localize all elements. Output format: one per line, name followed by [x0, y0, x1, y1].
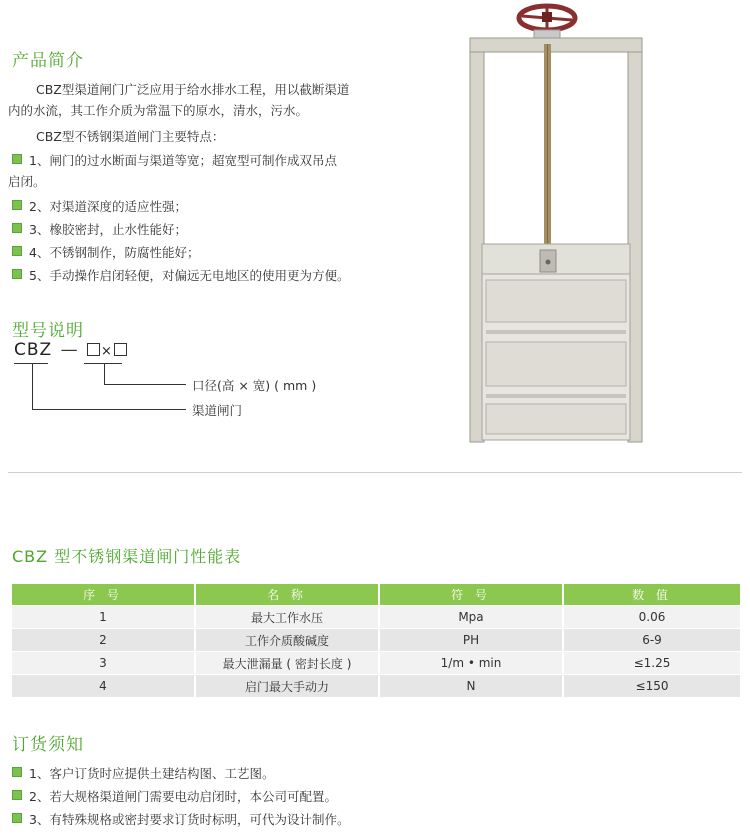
table-cell: 1/m • min: [380, 651, 564, 674]
feature-item: 4、不锈钢制作，防腐性能好；: [12, 243, 199, 263]
section-divider: [8, 472, 742, 473]
times-sign: ×: [101, 344, 113, 359]
size-underline: [84, 363, 122, 364]
bullet-icon: [12, 767, 22, 777]
model-dash: —: [60, 340, 79, 360]
table-cell: ≤150: [564, 674, 740, 697]
model-title: 型号说明: [12, 321, 84, 341]
gate-product-photo: [462, 0, 652, 450]
table-cell: 3: [12, 651, 196, 674]
table-cell: 2: [12, 628, 196, 651]
feature-item: 2、对渠道深度的适应性强；: [12, 197, 187, 217]
order-title: 订货须知: [12, 735, 84, 755]
table-cell: ≤1.25: [564, 651, 740, 674]
bullet-icon: [12, 813, 22, 823]
table-row: [12, 651, 740, 674]
table-cell: Mpa: [380, 605, 564, 628]
size-leader-horizontal: [104, 384, 186, 385]
bullet-icon: [12, 269, 22, 279]
bullet-icon: [12, 790, 22, 800]
type-leader-horizontal: [32, 409, 186, 410]
table-cell: N: [380, 674, 564, 697]
intro-paragraph-line1: CBZ型渠道闸门广泛应用于给水排水工程，用以截断渠道: [36, 82, 350, 97]
feature-item: 3、橡胶密封，止水性能好；: [12, 220, 187, 240]
table-row: [12, 628, 740, 651]
width-box: [114, 343, 127, 356]
feature-item: 1、闸门的过水断面与渠道等宽；超宽型可制作成双吊点: [12, 151, 337, 171]
table-row: [12, 674, 740, 697]
table-cell: 最大泄漏量 ( 密封长度 ): [196, 651, 380, 674]
intro-paragraph-line2: 内的水流，其工作介质为常温下的原水，清水，污水。: [8, 103, 309, 118]
table-cell: 6-9: [564, 628, 740, 651]
order-item: 2、若大规格渠道闸门需要电动启闭时，本公司可配置。: [12, 787, 337, 807]
table-cell: 工作介质酸碱度: [196, 628, 380, 651]
table-cell: 4: [12, 674, 196, 697]
size-label: 口径(高 × 宽) ( mm ): [192, 378, 317, 393]
header-cell: 名 称: [196, 584, 380, 605]
handwheel-icon: [519, 6, 575, 30]
features-heading: CBZ型不锈钢渠道闸门主要特点：: [36, 129, 225, 144]
table-row: [12, 605, 740, 628]
table-cell: PH: [380, 628, 564, 651]
feature-item: 5、手动操作启闭轻便，对偏远无电地区的使用更为方便。: [12, 266, 349, 286]
code-underline: [14, 363, 48, 364]
header-cell: 数 值: [564, 584, 740, 605]
table-header-row: [12, 584, 740, 605]
feature-item-continued: 启闭。: [8, 174, 46, 189]
type-leader-vertical: [32, 363, 33, 410]
model-code: [14, 340, 127, 360]
order-item: 1、客户订货时应提供土建结构图、工艺图。: [12, 764, 274, 784]
bullet-icon: [12, 154, 22, 164]
size-leader-vertical: [104, 363, 105, 385]
spec-table: [12, 584, 740, 697]
table-cell: 0.06: [564, 605, 740, 628]
header-cell: 符 号: [380, 584, 564, 605]
table-cell: 启门最大手动力: [196, 674, 380, 697]
height-box: [87, 343, 100, 356]
table-title: CBZ 型不锈钢渠道闸门性能表: [12, 547, 242, 566]
header-cell: 序 号: [12, 584, 196, 605]
order-item: 3、有特殊规格或密封要求订货时标明，可代为设计制作。: [12, 810, 349, 830]
intro-title: 产品简介: [12, 51, 84, 71]
table-cell: 最大工作水压: [196, 605, 380, 628]
bullet-icon: [12, 200, 22, 210]
bullet-icon: [12, 223, 22, 233]
bullet-icon: [12, 246, 22, 256]
model-code-text: CBZ: [14, 340, 53, 360]
type-label: 渠道闸门: [192, 403, 243, 418]
table-cell: 1: [12, 605, 196, 628]
